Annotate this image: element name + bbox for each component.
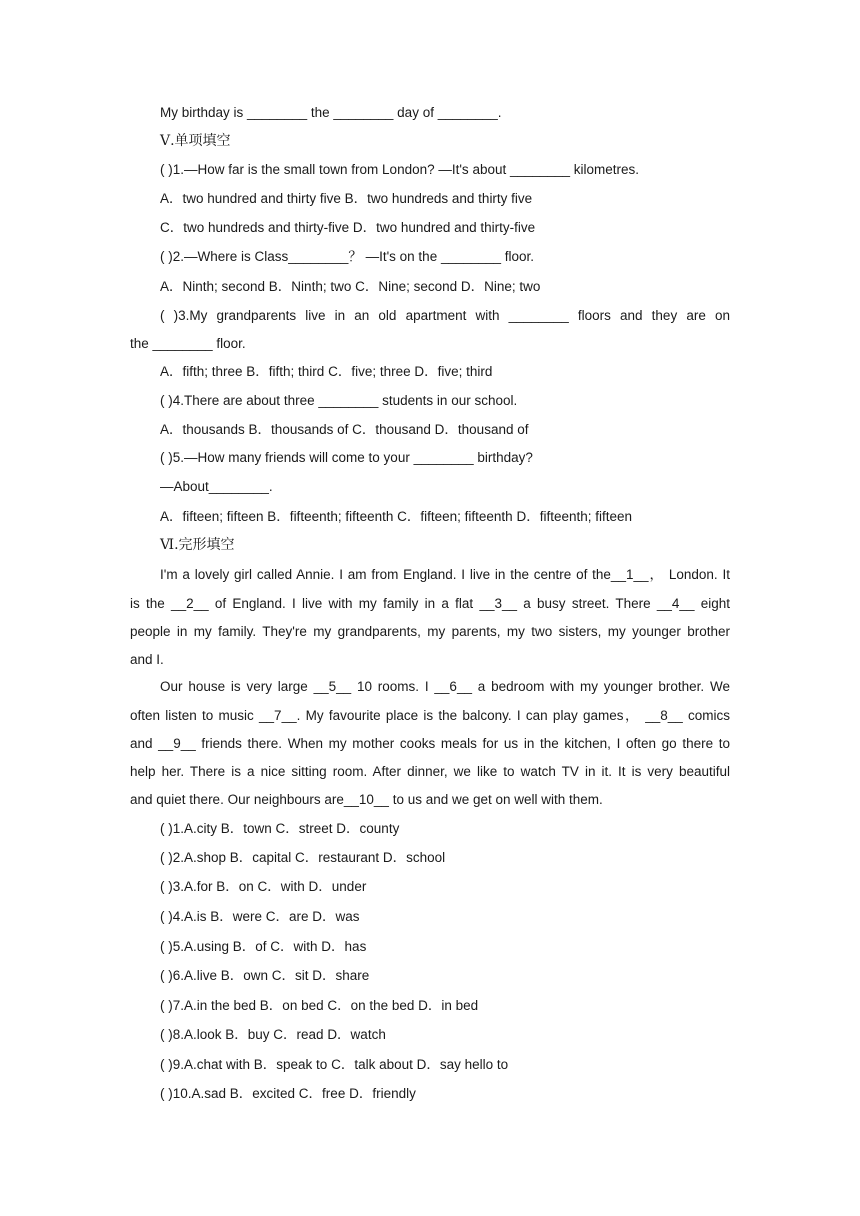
question-4-options: A．thousands B．thousands of C．thousand D．thousand of: [160, 422, 529, 437]
question-5: ( )5.—How many friends will come to your ________ birthday?: [160, 450, 533, 465]
question-5-answer: —About________.: [160, 479, 273, 494]
question-1-options-ab: A．two hundred and thirty five B．two hundreds and thirty five: [160, 191, 533, 206]
question-2: ( )2.—Where is Class________？ —It's on the ________ floor.: [160, 249, 535, 264]
question-2-options: A．Ninth; second B．Ninth; two C．Nine; second D．Nine; two: [160, 279, 541, 294]
question-1: ( )1.—How far is the small town from London? —It's about ________ kilometres.: [160, 162, 640, 177]
question-1-options-cd: C．two hundreds and thirty-five D．two hundred and thirty-five: [160, 220, 536, 235]
cloze-question-2: ( )2.A.shop B．capital C．restaurant D．school: [160, 850, 446, 865]
section-6-heading: Ⅵ.完形填空: [160, 537, 235, 553]
cloze-question-1: ( )1.A.city B．town C．street D．county: [160, 821, 400, 836]
passage-line-3: people in my family. They're my grandparents, my parents, my two sisters, my younger brother: [130, 624, 730, 639]
question-3-options: A．fifth; three B．fifth; third C．five; three D．five; third: [160, 364, 493, 379]
cloze-question-8: ( )8.A.look B．buy C．read D．watch: [160, 1027, 386, 1042]
question-5-options: A．fifteen; fifteen B．fifteenth; fifteenth C．fifteen; fifteenth D．fifteenth; fifteen: [160, 509, 633, 524]
passage-line-4: and I.: [130, 652, 164, 667]
cloze-question-7: ( )7.A.in the bed B．on bed C．on the bed D．in bed: [160, 998, 479, 1013]
cloze-question-3: ( )3.A.for B．on C．with D．under: [160, 879, 367, 894]
passage-line-7: and __9__ friends there. When my mother cooks meals for us in the kitchen, I often go there to: [130, 736, 730, 751]
cloze-question-4: ( )4.A.is B．were C．are D．was: [160, 909, 360, 924]
passage-line-5: Our house is very large __5__ 10 rooms. I __6__ a bedroom with my younger brother. We: [160, 679, 730, 694]
question-4: ( )4.There are about three ________ students in our school.: [160, 393, 518, 408]
section-5-heading: Ⅴ.单项填空: [160, 133, 231, 149]
passage-line-1: I'm a lovely girl called Annie. I am from England. I live in the centre of the__1__， London. It: [160, 567, 730, 582]
birthday-line: My birthday is ________ the ________ day of ________.: [160, 105, 502, 120]
cloze-question-9: ( )9.A.chat with B．speak to C．talk about D．say hello to: [160, 1057, 509, 1072]
passage-line-8: help her. There is a nice sitting room. After dinner, we like to watch TV in it. It is very beautiful: [130, 764, 730, 779]
cloze-question-6: ( )6.A.live B．own C．sit D．share: [160, 968, 370, 983]
cloze-question-10: ( )10.A.sad B．excited C．free D．friendly: [160, 1086, 416, 1101]
passage-line-9: and quiet there. Our neighbours are__10__ to us and we get on well with them.: [130, 792, 603, 807]
question-3-cont: the ________ floor.: [130, 336, 246, 351]
passage-line-2: is the __2__ of England. I live with my family in a flat __3__ a busy street. There __4__ eight: [130, 596, 730, 611]
cloze-question-5: ( )5.A.using B．of C．with D．has: [160, 939, 367, 954]
question-3: ( )3.My grandparents live in an old apartment with ________ floors and they are on: [160, 308, 730, 323]
passage-line-6: often listen to music __7__. My favourite place is the balcony. I can play games， __8__ comics: [130, 708, 730, 723]
